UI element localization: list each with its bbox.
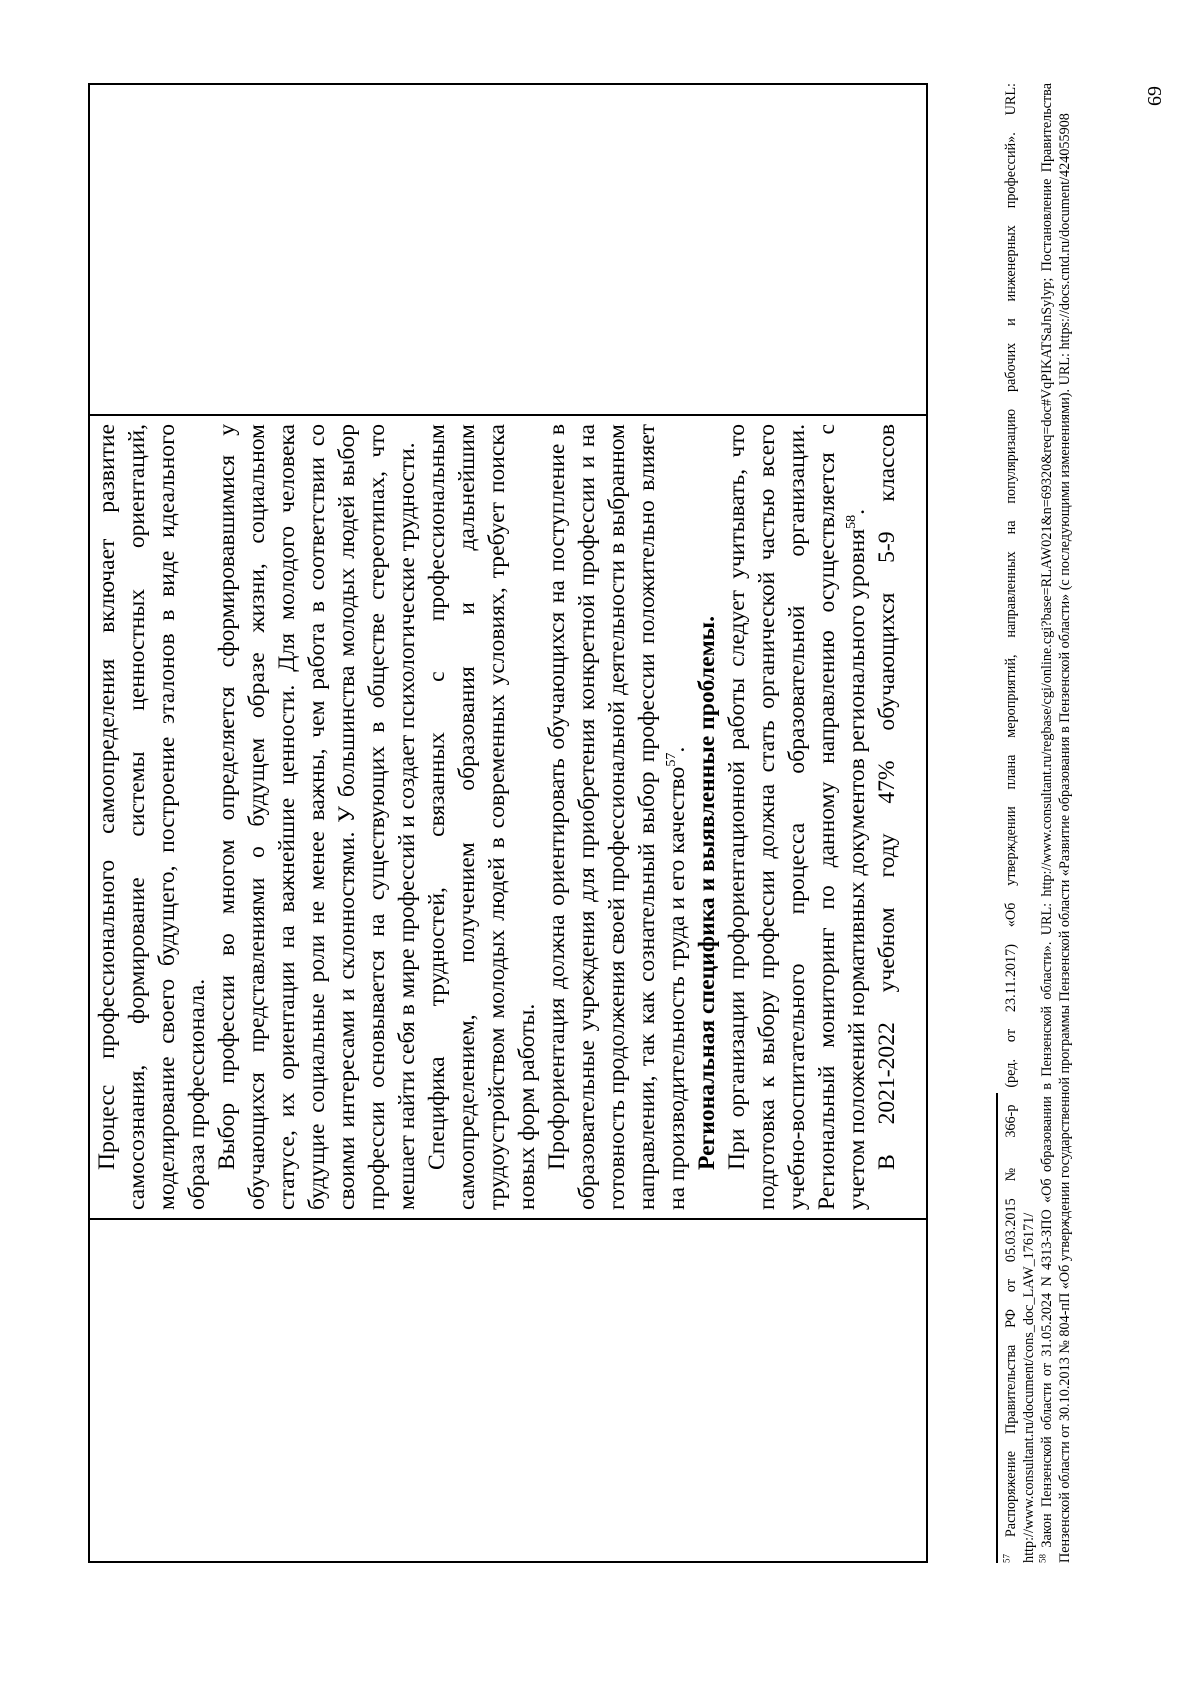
content-table [88,83,928,1563]
footnote-number: 58 [1037,1554,1048,1563]
footnote-57 [1002,83,1038,1563]
paragraph-end-dot: . [844,508,870,515]
paragraph-process: Процесс профессионального самоопределения включает развитие самосознания, формирование системы ценностных ориентаций, моделирование своего будущего, построение эталонов в виде идеального образа профессионала. [94,424,210,1210]
paragraph-organization [722,424,872,1210]
paragraph-statistics: В 2021-2022 учебном году 47% обучающихся 5-9 классов [874,424,900,1170]
footnote-number: 57 [1001,1554,1012,1563]
paragraph-choice: Выбор профессии во многом определяется сформировавшимися у обучающихся представлениями о будущем образе жизни, социальном статусе, их ориентации на важнейшие ценности. Для молодого человека будущие социальные роли не менее важны, чем работа в соответствии со своими интересами и склонностями. У большинства молодых людей выбор профессии основывается на существующих в обществе стереотипах, что мешает найти себя в мире профессий и создает психологические трудности. [214,424,420,1210]
paragraph-career-guidance [542,424,692,1210]
table-column-right-empty [90,85,926,416]
footnote-ref-57[interactable]: 57 [664,752,680,767]
footnote-text: Распоряжение Правительства РФ от 05.03.2015 № 366-р (ред. от 23.11.2017) «Об утверждении плана мероприятий, направленных на популяризацию рабочих и инженерных профессий». URL: http://www.consultant.ru/document/cons_doc_LAW_176171/ [1003,83,1037,1563]
footnote-text: Закон Пензенской области от 31.05.2024 N 4313-ЗПО «Об образовании в Пензенской области». URL: http://www.consultant.ru/regbase/cgi/online.cgi?base=RLAW021&n=69320&req=doc#VqPIKATSaJnSylyp; Постановление Правительства Пензенской области от 30.10.2013 № 804-пП «Об утверждении государственной программы Пензенской области «Развитие образования в Пензенской области» (с последующими изменениями). URL: https://docs.cntd.ru/document/424055908 [1039,83,1073,1563]
paragraph-end-dot: . [664,746,690,753]
section-heading: Региональная специфика и выявленные проблемы. [694,616,720,1170]
rotated-landscape-page [88,8,1193,1608]
footnote-separator [996,1093,998,1563]
paragraph-organization-text: При организации профориентационной работы следует учитывать, что подготовка к выбору профессии должна стать органической частью всего учебно-воспитательного процесса образовательной организации. Региональный мониторинг по данному направлению осуществляется с учетом положений нормативных документов регионального уровня [724,424,870,1210]
paragraph-career-guidance-text: Профориентация должна ориентировать обучающихся на поступление в образовательные учреждения для приобретения конкретной профессии и на готовность продолжения своей профессиональной деятельности в выбранном направлении, так как сознательный выбор профессии положительно влияет на производительность труда и его качество [544,424,690,1210]
footnotes [1002,83,1074,1563]
table-column-left-empty [90,1218,926,1561]
footnote-ref-58[interactable]: 58 [844,514,860,529]
paragraph-specifics: Специфика трудностей, связанных с профессиональным самоопределением, получением образования и дальнейшим трудоустройством молодых людей в современных условиях, требует поиска новых форм работы. [424,424,540,1210]
table-column-text [90,416,926,1218]
page-number: 69 [1144,86,1166,106]
footnote-58 [1038,83,1074,1563]
